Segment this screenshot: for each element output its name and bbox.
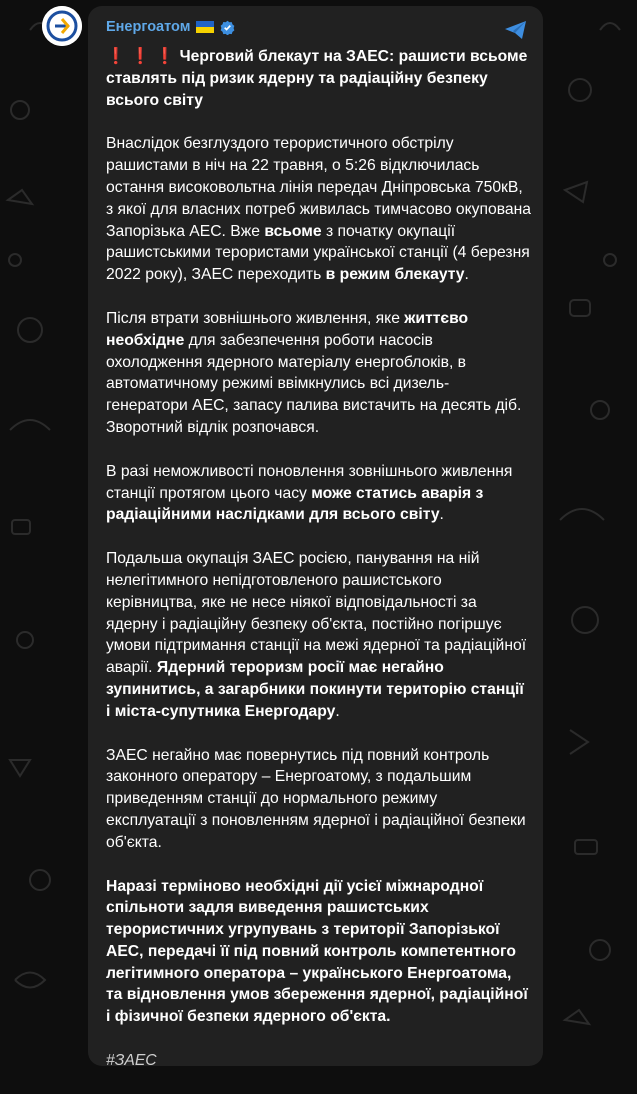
hashtag-link[interactable]: #ЗАЕС [106,1052,157,1070]
verified-badge-icon [220,20,235,35]
text-run: . [335,702,340,720]
message-bubble [88,6,543,1070]
channel-avatar[interactable] [42,6,82,46]
message-body [106,46,531,1094]
alert-mark: ❗️ [106,48,126,65]
bold-run: в режим блекауту [325,266,465,284]
alert-mark: ❗️ [155,48,175,65]
ukraine-flag-icon [196,21,214,33]
paragraph-6 [106,876,531,1029]
paragraph-2 [106,308,531,439]
text-run: Внаслідок безглуздого терористичного обстрілу рашистами в ніч на 22 травня, о 5:26 відключилась остання високовольтна лінія передач Дніпровська 750кВ, з якої для власних потреб живилась тимчасово окупована Запорізька АЕС. Вже [106,135,532,240]
hashtag-line [106,1050,531,1072]
text-run: з початку окупації рашистськими терористами української станції (4 березня 2022 року), ЗАЕС переходить [106,222,530,284]
text-run: Подальша окупація ЗАЕС росією, панування на ній нелегітимного непідготовленого рашистського керівництва, яке не несе ніякої відповідальності за ядерну і радіаційну безпеку об'єкта, постійно погіршує умови підтримання станції на межі ядерної та радіаційної аварії. [106,550,527,677]
channel-name[interactable]: Енергоатом [106,19,191,35]
paragraph-1 [106,133,531,286]
alert-mark: ❗️ [130,48,151,65]
headline-text: Черговий блекаут на ЗАЕС: рашисти всьоме ставлять під ризик ядерну та радіаційну безпеку всього світу [106,48,528,109]
message-header [106,16,235,38]
paragraph-4 [106,548,531,722]
bold-run: життєво необхідне [106,309,469,349]
bold-run: Наразі терміново необхідні дії усієї міжнародної спільноти задля виведення рашистських терористичних угрупувань з території Запорізької АЕС, передачі її під повний контроль компетентного легітимного оператора – українського Енергоатома, та відновлення умов збереження ядерної, радіаційної і фізичної безпеки ядерного об'єкта. [106,877,528,1026]
text-run: Після втрати зовнішнього живлення, яке [106,309,405,327]
paragraph-5: ЗАЕС негайно має повернутись під повний контроль законного оператору – Енергоатому, з подальшим приведенням станції до нормального режиму експлуатації з поновленням ядерної і радіаційної безпеки об'єкта. [106,746,526,851]
bold-run: може статись аварія з радіаційними наслідками для всього світу [106,484,484,524]
text-run: для забезпечення роботи насосів охолодження ядерного матеріалу енергоблоків, в автоматичному режимі ввімкнулись всі дизель-генератори АЕС, запасу палива вистачить на десять діб. Зворотний відлік розпочався. [106,331,522,436]
headline [106,46,531,111]
bold-run: Ядерний тероризм росії має негайно зупинитись, а загарбники покинути територію станції і міста-супутника Енергодару [106,659,524,720]
paragraph-3 [106,461,531,526]
energoatom-logo-icon [42,6,82,46]
text-run: . [464,266,469,284]
text-run: В разі неможливості поновлення зовнішнього живлення станції протягом цього часу [106,462,513,502]
bold-run: всьоме [264,222,322,240]
text-run: . [439,506,444,524]
share-icon[interactable] [504,20,528,40]
